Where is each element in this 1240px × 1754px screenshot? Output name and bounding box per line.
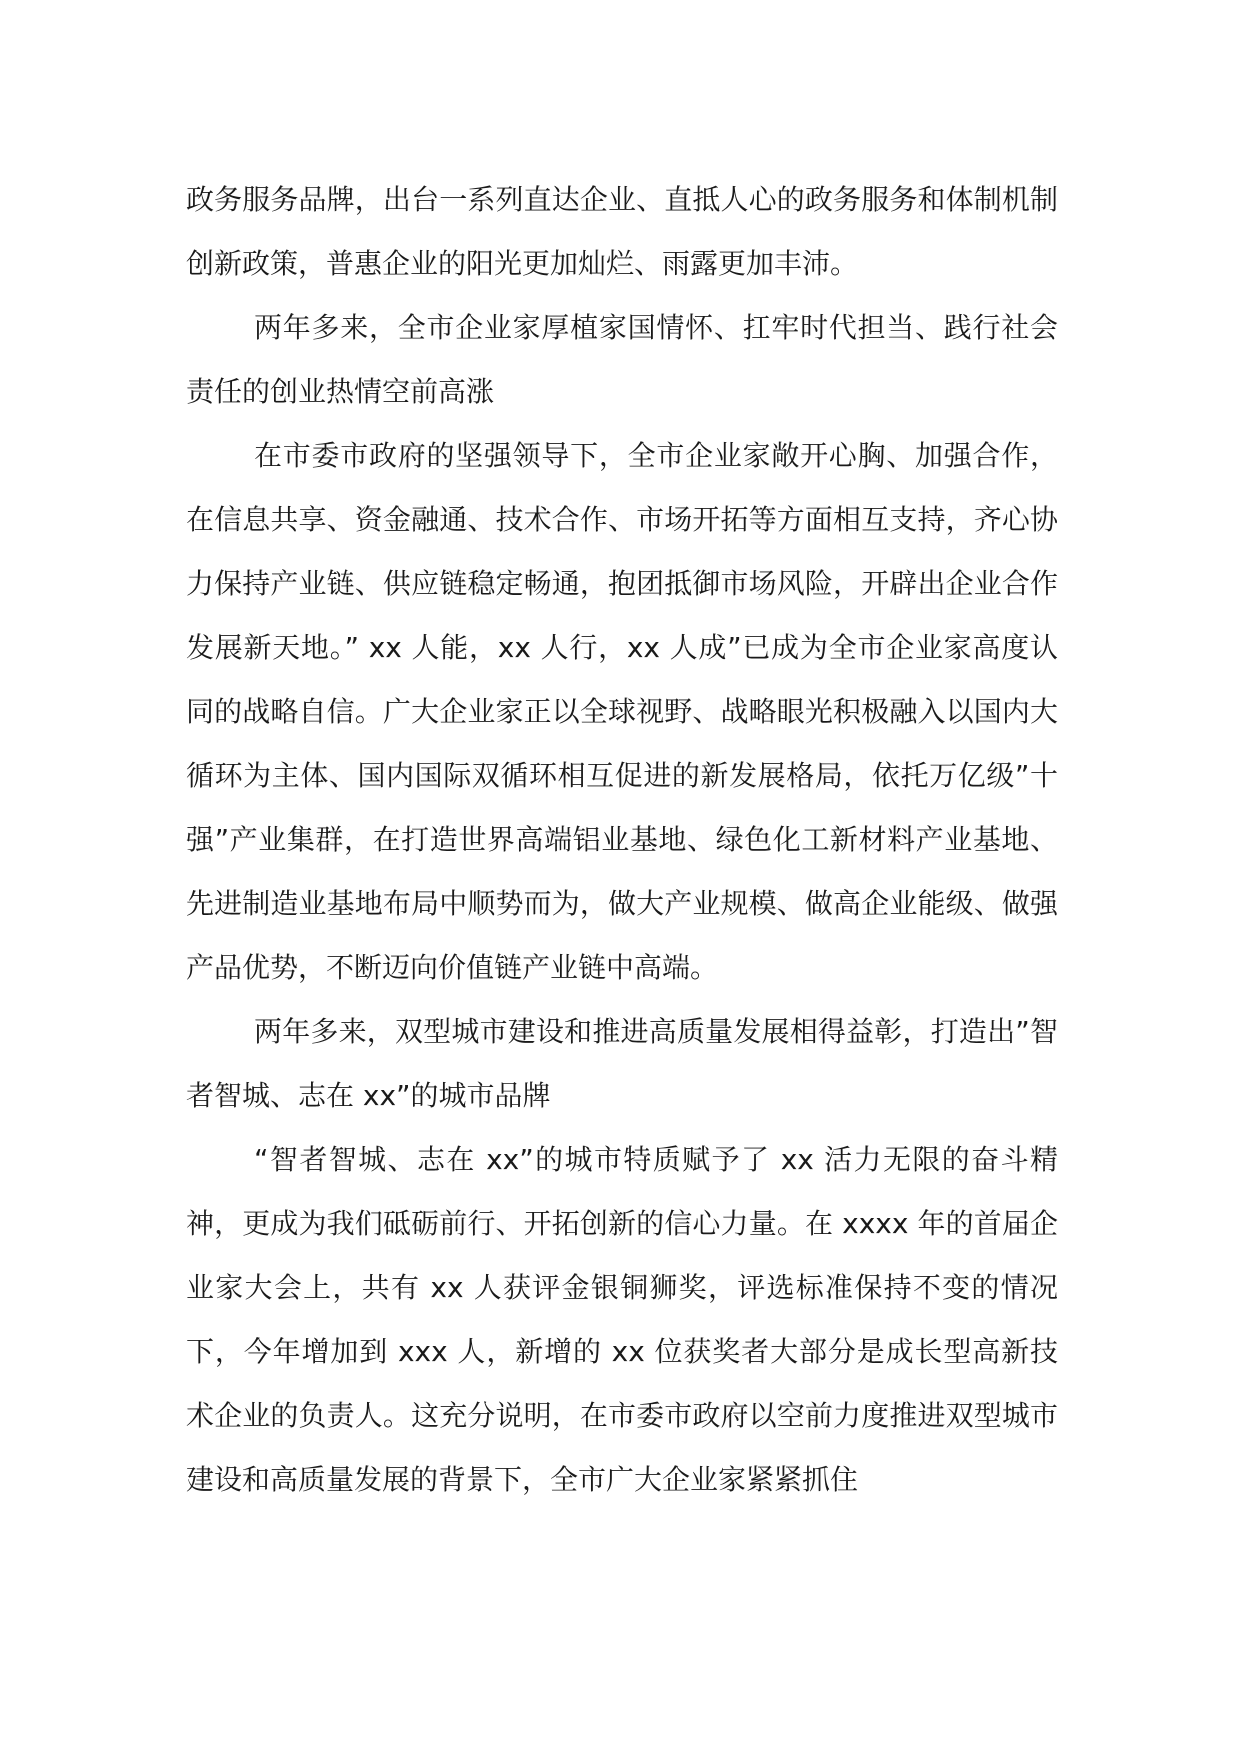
paragraph-city-spirit: “智者智城、志在 xx”的城市特质赋予了 xx 活力无限的奋斗精神，更成为我们砥砺前行、开拓创新的信心力量。在 xxxx 年的首届企业家大会上，共有 xx 人获评金银铜狮奖，评选标准保持不变的情况下，今年增加到 xxx 人，新增的 xx 位获奖者大部分是成长型高新技术企业的负责人。这充分说明，在市委市政府以空前力度推进双型城市建设和高质量发展的背景下，全市广大企业家紧紧抓住	[186, 1143, 1058, 1496]
section-heading-city-brand: 两年多来，双型城市建设和推进高质量发展相得益彰，打造出”智者智城、志在 xx”的城市品牌	[186, 1015, 1058, 1112]
document-page	[186, 168, 1058, 1512]
paragraph-continued: 政务服务品牌，出台一系列直达企业、直抵人心的政务服务和体制机制创新政策，普惠企业的阳光更加灿烂、雨露更加丰沛。	[186, 183, 1058, 280]
section-heading-entrepreneurs: 两年多来，全市企业家厚植家国情怀、扛牢时代担当、践行社会责任的创业热情空前高涨	[186, 311, 1058, 408]
paragraph-cooperation: 在市委市政府的坚强领导下，全市企业家敞开心胸、加强合作，在信息共享、资金融通、技术合作、市场开拓等方面相互支持，齐心协力保持产业链、供应链稳定畅通，抱团抵御市场风险，开辟出企业合作发展新天地。” xx 人能，xx 人行，xx 人成”已成为全市企业家高度认同的战略自信。广大企业家正以全球视野、战略眼光积极融入以国内大循环为主体、国内国际双循环相互促进的新发展格局，依托万亿级”十强”产业集群，在打造世界高端铝业基地、绿色化工新材料产业基地、先进制造业基地布局中顺势而为，做大产业规模、做高企业能级、做强产品优势，不断迈向价值链产业链中高端。	[186, 439, 1058, 984]
